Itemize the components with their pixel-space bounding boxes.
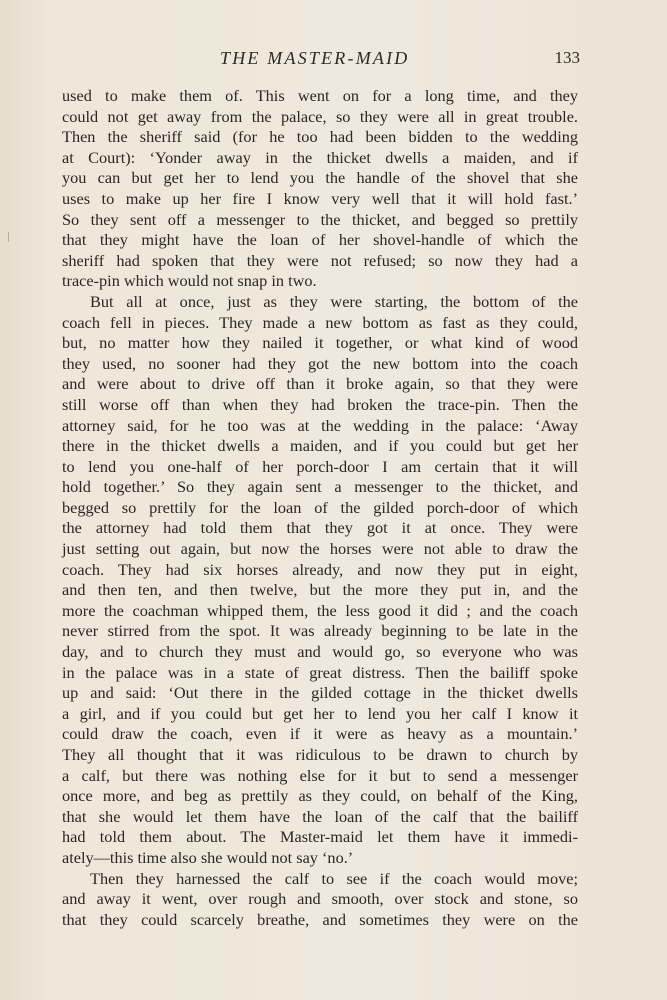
text-line: still worse off than when they had broken the trace-pin. Then the	[62, 394, 578, 414]
text-line: begged so prettily for the loan of the gilded porch-door of which	[62, 497, 578, 517]
text-line: So they sent off a messenger to the thicket, and begged so prettily	[62, 209, 578, 229]
text-line: at Court): ‘Yonder away in the thicket dwells a maiden, and if	[62, 147, 578, 167]
text-line: uses to make up her fire I know very well that it will hold fast.’	[62, 188, 578, 208]
running-title: THE MASTER-MAID	[220, 48, 410, 68]
text-line: the attorney had told them that they got it at once. They were	[62, 518, 578, 538]
text-line: there in the thicket dwells a maiden, and if you could but get her	[62, 436, 578, 456]
text-line: could draw the coach, even if it were as heavy as a mountain.’	[62, 724, 578, 744]
text-line: just setting out again, but now the horses were not able to draw the	[62, 539, 578, 559]
text-line: but, no matter how they nailed it together, or what kind of wood	[62, 333, 578, 353]
page-header	[60, 48, 580, 72]
text-line: Then the sheriff said (for he too had been bidden to the wedding	[62, 127, 578, 147]
text-line: had told them about. The Master-maid let them have it immedi-	[62, 827, 578, 847]
text-line: attorney said, for he too was at the wedding in the palace: ‘Away	[62, 415, 578, 435]
margin-mark	[8, 232, 9, 242]
page-number: 133	[554, 48, 580, 67]
text-line: sheriff had spoken that they were not refused; so now they had a	[62, 250, 578, 270]
text-line: But all at once, just as they were starting, the bottom of the	[90, 291, 578, 311]
text-line: more the coachman whipped them, the less good it did ; and the coach	[62, 600, 578, 620]
body-text	[62, 86, 578, 930]
text-line: hold together.’ So they again sent a messenger to the thicket, and	[62, 477, 578, 497]
text-line: used to make them of. This went on for a long time, and they	[62, 86, 578, 105]
text-line: day, and to church they must and would go, so everyone who was	[62, 642, 578, 662]
text-line: that they might have the loan of her shovel-handle of which the	[62, 230, 578, 250]
text-line: and then ten, and then twelve, but the more they put in, and the	[62, 580, 578, 600]
text-line: a girl, and if you could but get her to lend you her calf I know it	[62, 703, 578, 723]
text-line: you can but get her to lend you the handle of the shovel that she	[62, 168, 578, 188]
text-line: that she would let them have the loan of the calf that the bailiff	[62, 806, 578, 826]
text-line: and were about to drive off than it broke again, so that they were	[62, 374, 578, 394]
text-line: coach. They had six horses already, and now they put in eight,	[62, 559, 578, 579]
text-line: that they could scarcely breathe, and sometimes they were on the	[62, 909, 578, 929]
text-line: in the palace was in a state of great distress. Then the bailiff spoke	[62, 662, 578, 682]
text-line: coach fell in pieces. They made a new bottom as fast as they could,	[62, 312, 578, 332]
text-line: once more, and beg as prettily as they could, on behalf of the King,	[62, 786, 578, 806]
text-line: to lend you one-half of her porch-door I am certain that it will	[62, 456, 578, 476]
text-line: could not get away from the palace, so they were all in great trouble.	[62, 106, 578, 126]
text-line: ately—this time also she would not say ‘no.’	[62, 847, 354, 867]
text-line: up and said: ‘Out there in the gilded cottage in the thicket dwells	[62, 683, 578, 703]
text-line: and away it went, over rough and smooth, over stock and stone, so	[62, 889, 578, 909]
text-line: trace-pin which would not snap in two.	[62, 271, 317, 291]
text-line: Then they harnessed the calf to see if the coach would move;	[90, 868, 578, 888]
text-line: they used, no sooner had they got the new bottom into the coach	[62, 353, 578, 373]
text-line: a calf, but there was nothing else for it but to send a messenger	[62, 765, 578, 785]
text-line: They all thought that it was ridiculous to be drawn to church by	[62, 745, 578, 764]
text-line: never stirred from the spot. It was already beginning to be late in the	[62, 621, 578, 641]
